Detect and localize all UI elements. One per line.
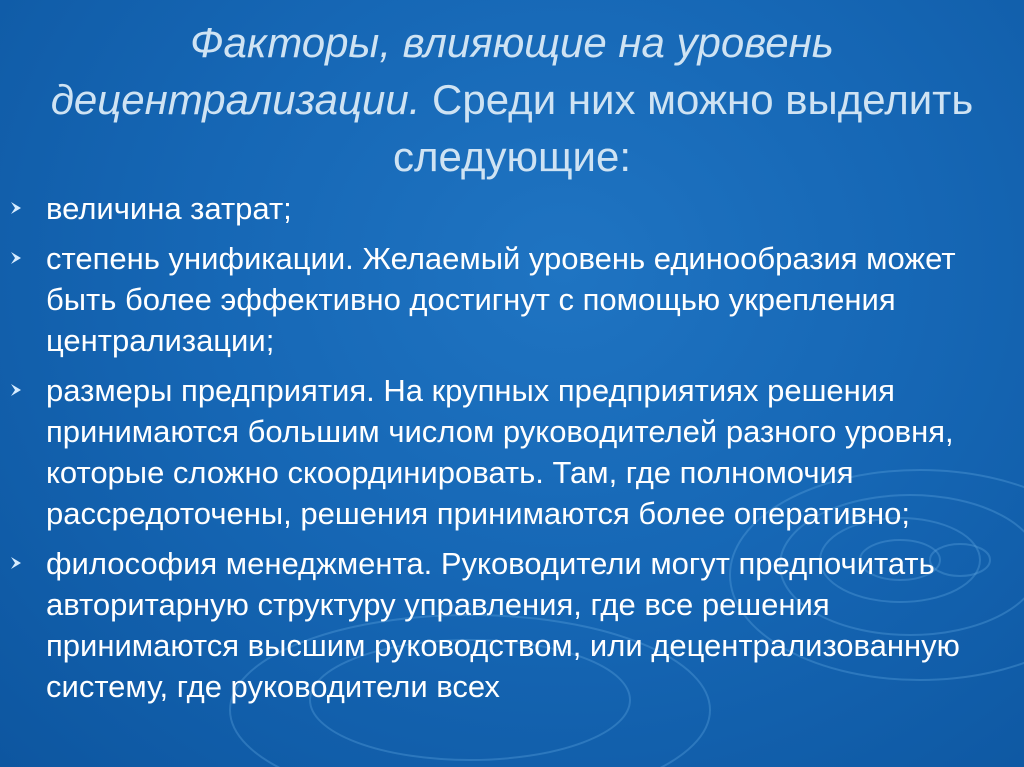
list-item: [0, 188, 1024, 229]
list-item: [0, 370, 1024, 534]
slide-title-rest: Среди них можно выделить следующие:: [393, 76, 974, 180]
list-item-text: размеры предприятия. На крупных предприятиях решения принимаются большим числом руководителей разного уровня, которые сложно скоординировать. Там, где полномочия рассредоточены, решения принимаются более оперативно;: [46, 373, 954, 531]
bullet-list: [0, 188, 1024, 716]
arrow-bullet-icon: [9, 201, 23, 215]
list-item-text: степень унификации. Желаемый уровень единообразия может быть более эффективно достигнут с помощью укрепления централизации;: [46, 241, 956, 358]
arrow-bullet-icon: [9, 251, 23, 265]
slide-title-italic: Факторы, влияющие на уровень децентрализации.: [50, 19, 834, 123]
arrow-bullet-icon: [9, 556, 23, 570]
list-item-text: философия менеджмента. Руководители могут предпочитать авторитарную структуру управления, где все решения принимаются высшим руководством, или децентрализованную систему, где руководители всех: [46, 546, 960, 704]
list-item-text: величина затрат;: [46, 191, 292, 226]
slide-title: [20, 14, 1004, 185]
arrow-bullet-icon: [9, 383, 23, 397]
list-item: [0, 238, 1024, 361]
list-item: [0, 543, 1024, 707]
